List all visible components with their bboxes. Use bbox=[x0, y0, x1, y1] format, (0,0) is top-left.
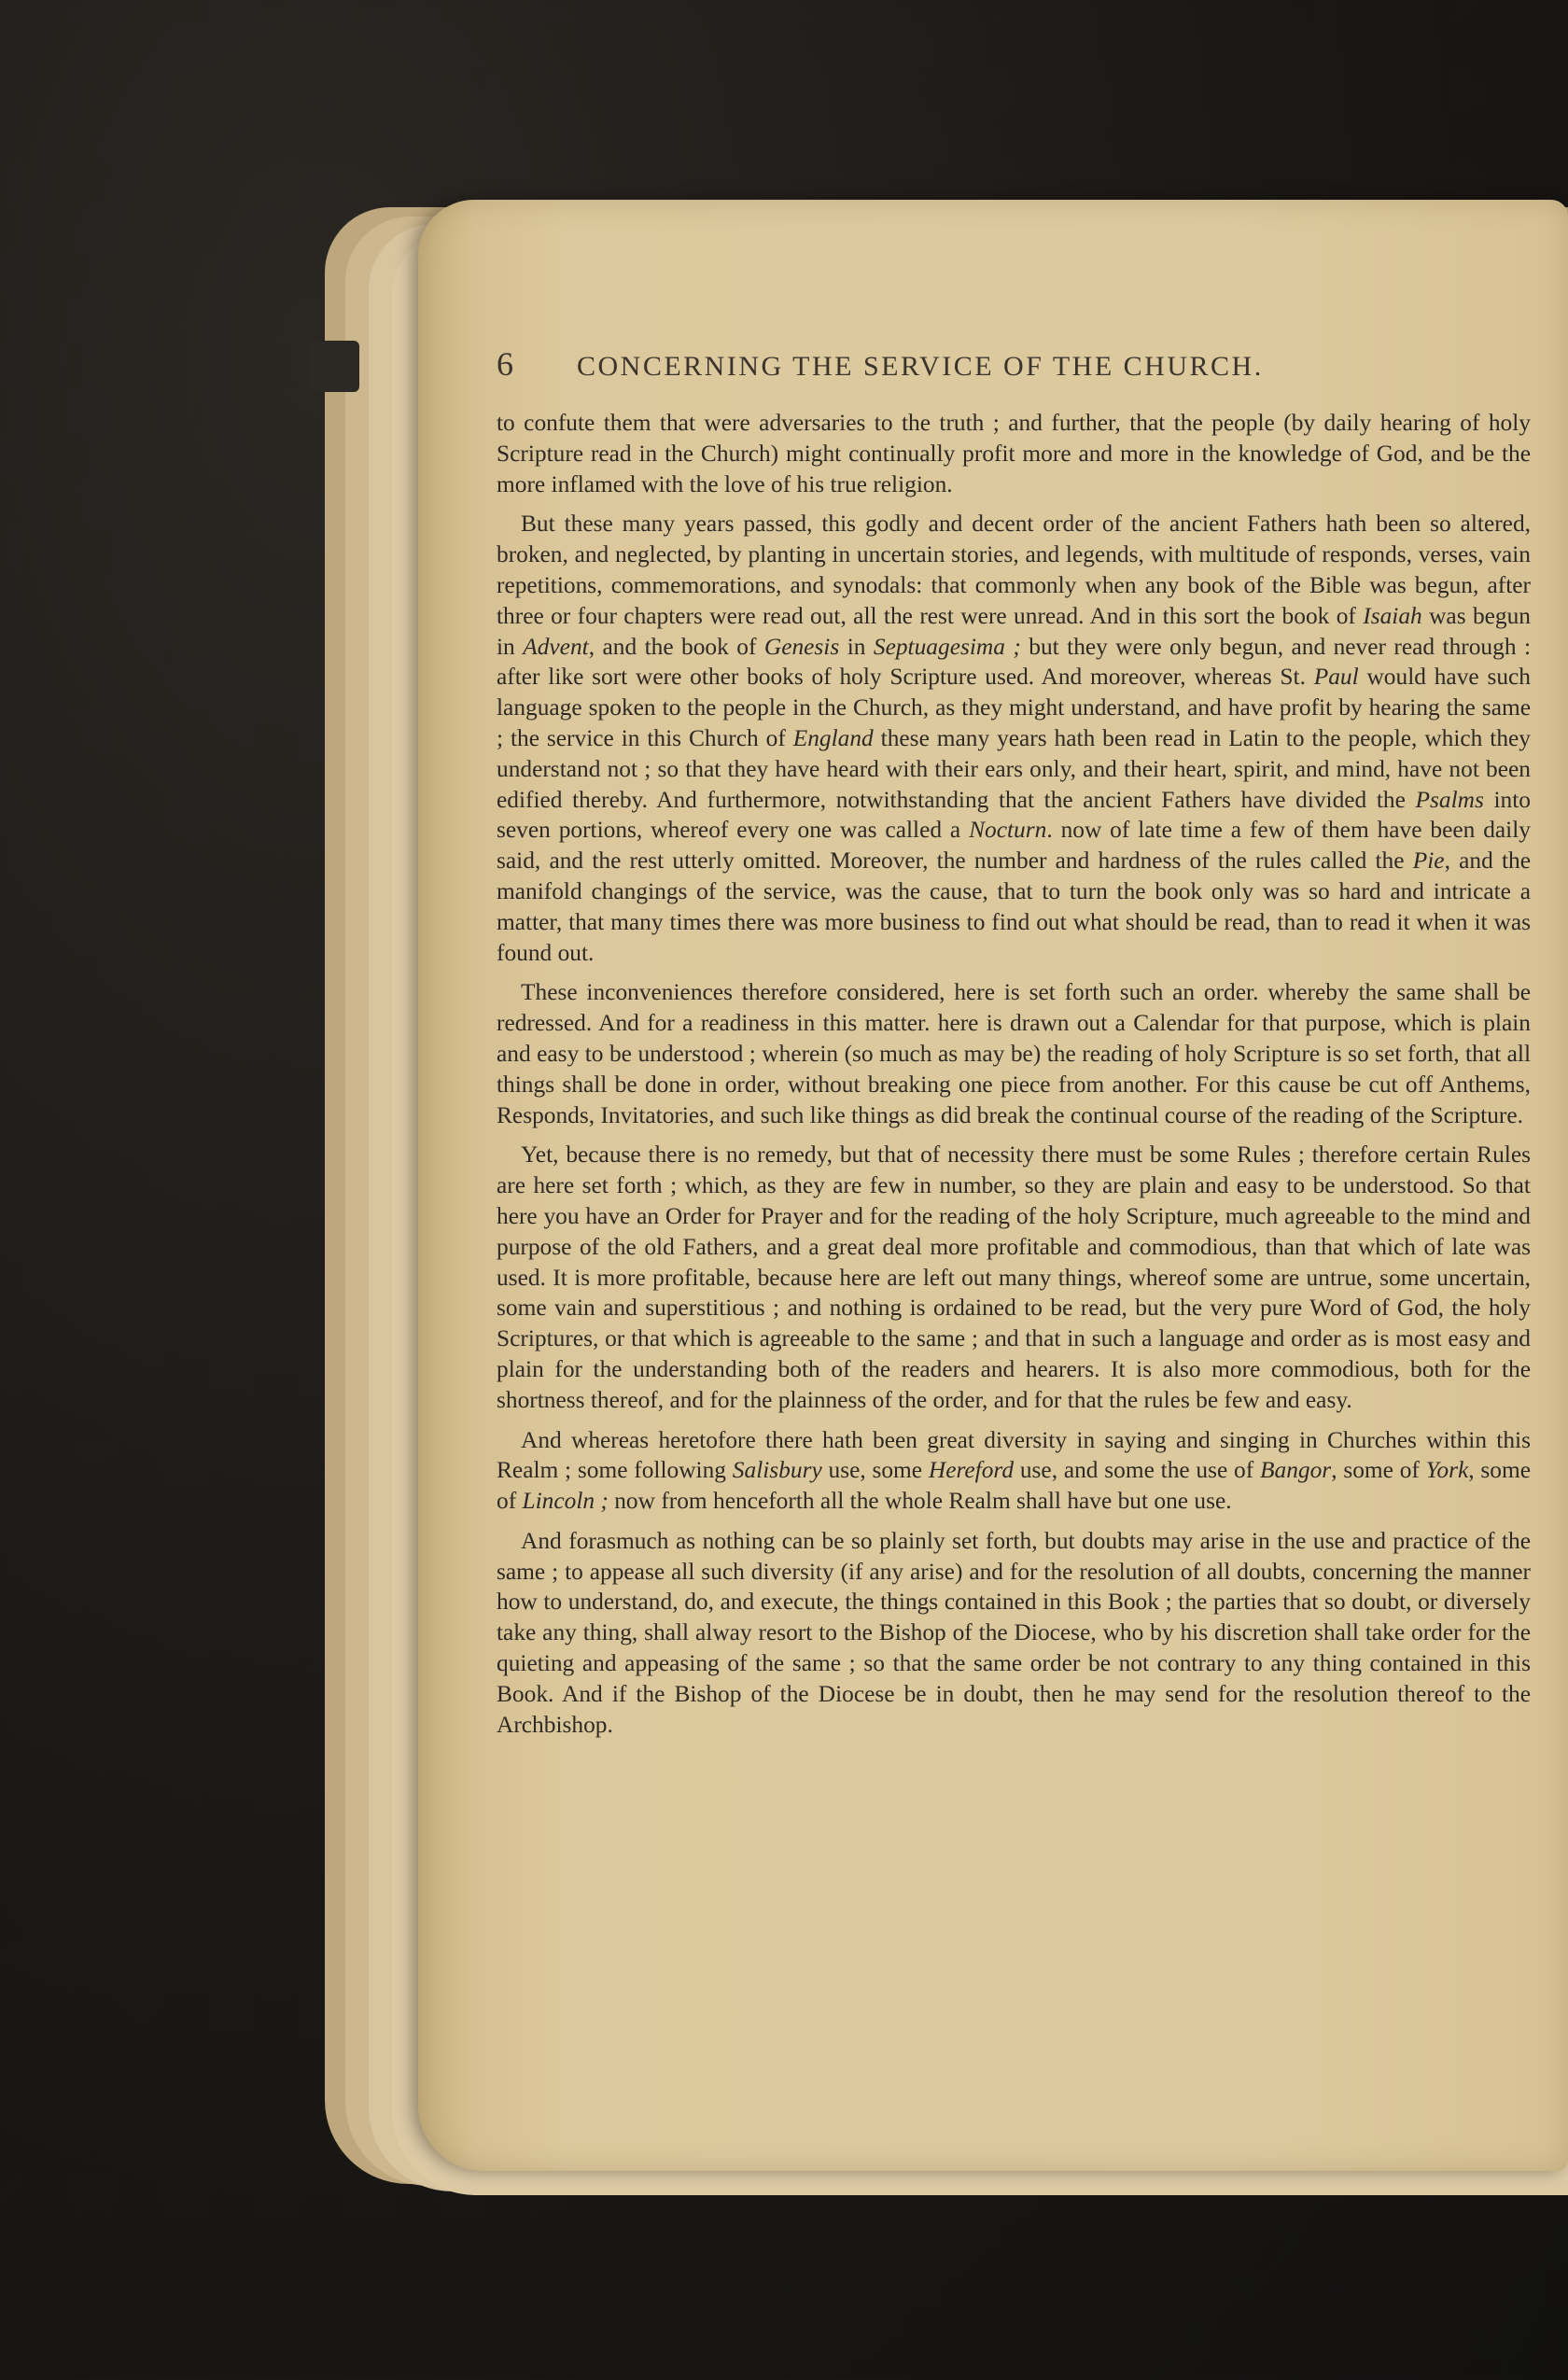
page-header bbox=[497, 344, 1531, 384]
paragraph bbox=[497, 408, 1531, 499]
text-segment: these many years hath been read in Latin to the people, which they understand not ; so that they have heard with their ears only, and their heart, spirit, and mind, have not been edified thereby. And furthermore, notwithstanding that the ancient Fathers have divided the bbox=[497, 724, 1532, 813]
page-content bbox=[497, 344, 1531, 1749]
text-segment: use, and some the use of bbox=[1014, 1457, 1260, 1484]
text-segment: These inconveniences therefore considered, here is set forth such an order. whereby the same shall be redressed. And for a readiness in this matter. here is drawn out a Calendar for that purpose, which is plain and easy to be understood ; wherein (so much as may be) the reading of holy Scripture is so set forth, that all things shall be done in order, without breaking one piece from another. For this cause be cut off Anthems, Responds, Invitatories, and such like things as did break the continual course of the reading of the Scripture. bbox=[497, 979, 1531, 1128]
body-text bbox=[497, 408, 1531, 1740]
text-segment: use, some bbox=[821, 1457, 929, 1484]
italic-text: Paul bbox=[1313, 664, 1359, 691]
text-segment: And forasmuch as nothing can be so plainly set forth, but doubts may arise in the use and practice of the same ; to appease all such diversity (if any arise) and for the resolution of all doubts, concerning the manner how to understand, do, and execute, the things contained in this Book ; the parties that so doubt, or diversely take any thing, shall alway resort to the Bishop of the Diocese, who by his discretion shall take order for the quieting and appeasing of the same ; so that the same order be not contrary to any thing contained in this Book. And if the Bishop of the Diocese be in doubt, then he may send for the resolution thereof to the Archbishop. bbox=[497, 1527, 1531, 1738]
paragraph bbox=[497, 1526, 1531, 1741]
italic-text: Psalms bbox=[1415, 786, 1484, 813]
text-segment: would have such language spoken to the people in the Church, as they might understand, and have profit by hearing the same ; the service in this Church of bbox=[497, 664, 1531, 751]
text-segment: But these many years passed, this godly and decent order of the ancient Fathers hath been so altered, broken, and neglected, by planting in uncertain stories, and legends, with multitude of responds, verses, vain repetitions, commemorations, and synodals: that commonly when any book of the Bible was begun, after three or four chapters were read out, all the rest were unread. And in this sort the book of bbox=[497, 511, 1531, 629]
text-segment: , some of bbox=[1331, 1457, 1426, 1484]
text-segment: now from henceforth all the whole Realm shall have but one use. bbox=[608, 1488, 1232, 1515]
page-number: 6 bbox=[497, 345, 515, 383]
paragraph bbox=[497, 509, 1531, 968]
text-segment: And whereas heretofore there hath been great diversity in saying and singing in Churches within this Realm ; some following bbox=[497, 1426, 1531, 1484]
italic-text: York bbox=[1425, 1457, 1469, 1484]
spine-binding bbox=[308, 341, 359, 392]
text-segment: , some of bbox=[497, 1457, 1531, 1515]
paragraph bbox=[497, 1140, 1531, 1415]
text-segment: into seven portions, whereof every one was called a bbox=[497, 786, 1531, 844]
italic-text: England bbox=[792, 724, 874, 751]
text-segment: , and the manifold changings of the service, was the cause, that to turn the book only was so hard and intricate a matter, that many times there was more business to find out what should be read, than to read it when it was found out. bbox=[497, 847, 1531, 966]
italic-text: Salisbury bbox=[732, 1457, 822, 1484]
italic-text: Lincoln ; bbox=[522, 1488, 609, 1515]
text-segment: to confute them that were adversaries to the truth ; and further, that the people (by daily hearing of holy Scripture read in the Church) might continually profit more and more in the knowledge of God, and be the more inflamed with the love of his true religion. bbox=[497, 410, 1531, 497]
italic-text: Hereford bbox=[928, 1457, 1015, 1484]
italic-text: Isaiah bbox=[1363, 602, 1422, 629]
text-segment: in bbox=[839, 633, 874, 660]
book-page bbox=[418, 200, 1568, 2171]
italic-text: Advent bbox=[523, 633, 589, 660]
text-segment: . now of late time a few of them have been daily said, and the rest utterly omitted. Moreover, the number and hardness of the rules called the bbox=[497, 817, 1531, 875]
text-segment: was begun in bbox=[497, 602, 1531, 660]
italic-text: Septuagesima ; bbox=[873, 633, 1021, 660]
italic-text: Bangor bbox=[1260, 1457, 1332, 1484]
text-segment: Yet, because there is no remedy, but that of necessity there must be some Rules ; therefore certain Rules are here set forth ; which, as they are few in number, so they are plain and easy to be understood. So that here you have an Order for Prayer and for the reading of the holy Scripture, much agreeable to the mind and purpose of the old Fathers, and a great deal more profitable and commodious, than that which of late was used. It is more profitable, because here are left out many things, whereof some are untrue, some uncertain, some vain and superstitious ; and nothing is ordained to be read, but the very pure Word of God, the holy Scriptures, or that which is agreeable to the same ; and that in such a language and order as is most easy and plain for the understanding both of the readers and hearers. It is also more commodious, both for the shortness thereof, and for the plainness of the order, and for that the rules be few and easy. bbox=[497, 1141, 1531, 1413]
italic-text: Genesis bbox=[763, 633, 840, 660]
running-title: CONCERNING THE SERVICE OF THE CHURCH. bbox=[577, 351, 1264, 382]
text-segment: , and the book of bbox=[588, 633, 764, 660]
text-segment: but they were only begun, and never read through : after like sort were other books of holy Scripture used. And moreover, whereas St. bbox=[497, 633, 1532, 691]
italic-text: Pie bbox=[1412, 847, 1445, 875]
italic-text: Nocturn bbox=[969, 817, 1047, 844]
paragraph bbox=[497, 1425, 1531, 1517]
paragraph bbox=[497, 977, 1531, 1130]
